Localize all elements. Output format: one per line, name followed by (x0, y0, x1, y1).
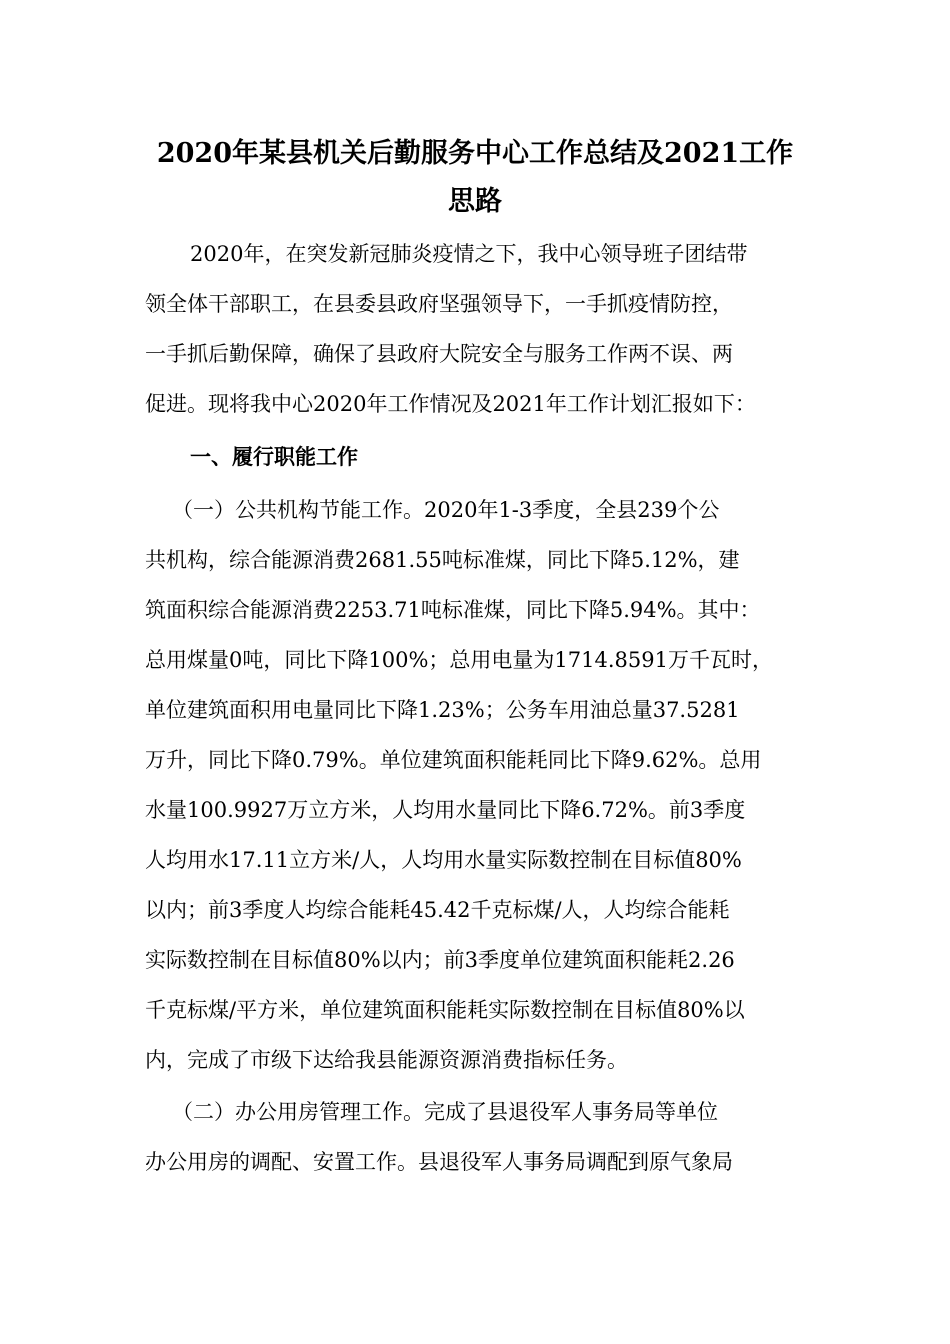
intro-line-4: 促进。现将我中心2020年工作情况及2021年工作计划汇报如下： (145, 392, 756, 416)
para1-line-1: （一）公共机构节能工作。2020年1-3季度，全县239个公 (172, 498, 720, 522)
para1-line-7: 水量100.9927万立方米，人均用水量同比下降6.72%。前3季度 (145, 798, 746, 822)
para1-line-2: 共机构，综合能源消费2681.55吨标准煤，同比下降5.12%，建 (145, 548, 740, 572)
intro-line-3: 一手抓后勤保障，确保了县政府大院安全与服务工作两不误、两 (145, 342, 733, 366)
para1-line-4: 总用煤量0吨，同比下降100%；总用电量为1714.8591万千瓦时， (145, 648, 773, 672)
para2-line-2: 办公用房的调配、安置工作。县退役军人事务局调配到原气象局 (145, 1150, 733, 1174)
para1-line-8: 人均用水17.11立方米/人，人均用水量实际数控制在目标值80% (145, 848, 742, 872)
document-title-line-1: 2020年某县机关后勤服务中心工作总结及2021工作 (156, 138, 794, 169)
para1-line-10: 实际数控制在目标值80%以内；前3季度单位建筑面积能耗2.26 (145, 948, 735, 972)
para2-line-1: （二）办公用房管理工作。完成了县退役军人事务局等单位 (172, 1100, 718, 1124)
intro-line-1: 2020年，在突发新冠肺炎疫情之下，我中心领导班子团结带 (190, 242, 748, 266)
para1-line-12: 内，完成了市级下达给我县能源资源消费指标任务。 (145, 1048, 628, 1072)
para1-line-3: 筑面积综合能源消费2253.71吨标准煤，同比下降5.94%。其中： (145, 598, 761, 622)
para1-line-11: 千克标煤/平方米，单位建筑面积能耗实际数控制在目标值80%以 (145, 998, 745, 1022)
intro-line-2: 领全体干部职工，在县委县政府坚强领导下，一手抓疫情防控， (145, 292, 733, 316)
para1-line-6: 万升，同比下降0.79%。单位建筑面积能耗同比下降9.62%。总用 (145, 748, 762, 772)
para1-line-9: 以内；前3季度人均综合能耗45.42千克标煤/人，人均综合能耗 (145, 898, 730, 922)
document-title-line-2: 思路 (448, 186, 502, 217)
section-heading: 一、履行职能工作 (190, 445, 358, 469)
para1-line-5: 单位建筑面积用电量同比下降1.23%；公务车用油总量37.5281 (145, 698, 740, 722)
